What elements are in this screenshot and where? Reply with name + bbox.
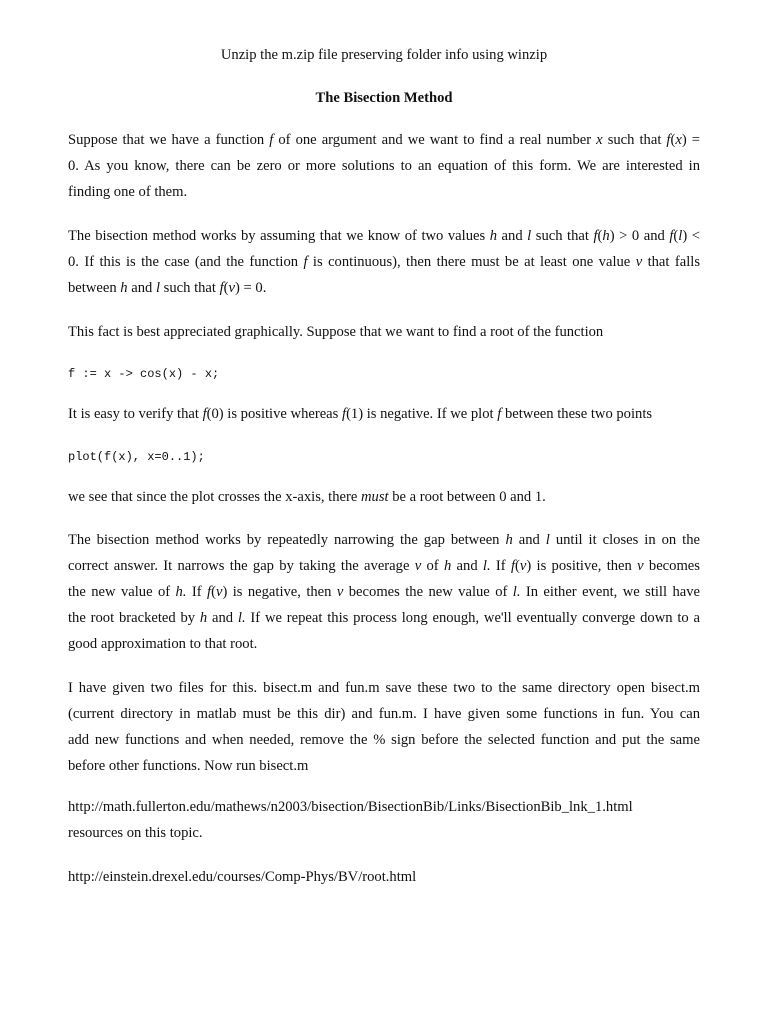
- code-plot-command: plot(f(x), x=0..1);: [68, 450, 205, 464]
- link-note: resources on this topic.: [68, 825, 203, 841]
- document-title: The Bisection Method: [315, 90, 453, 106]
- paragraph-line: good approximation to that root.: [68, 636, 258, 652]
- link-drexel[interactable]: http://einstein.drexel.edu/courses/Comp-Phys/BV/root.html: [68, 869, 417, 885]
- paragraph-line: the root bracketed by h and l. If we repeat this process long enough, we'll eventually converge down to a: [68, 610, 700, 626]
- paragraph-line: between h and l such that f(v) = 0.: [68, 280, 267, 296]
- paragraph-line: the new value of h. If f(v) is negative, then v becomes the new value of l. In either event, we still have: [68, 584, 700, 600]
- document-heading: Unzip the m.zip file preserving folder info using winzip: [220, 47, 548, 63]
- paragraph-verify: It is easy to verify that f(0) is positive whereas f(1) is negative. If we plot f between these two points: [68, 406, 653, 422]
- paragraph-line: The bisection method works by repeatedly narrowing the gap between h and l until it closes in on the: [68, 532, 700, 548]
- paragraph-bisection-assumption: [68, 223, 700, 301]
- code-function-definition: f := x -> cos(x) - x;: [68, 367, 220, 381]
- paragraph-graphical: This fact is best appreciated graphically. Suppose that we want to find a root of the function: [68, 324, 604, 340]
- paragraph-line: I have given two files for this. bisect.m and fun.m save these two to the same directory open bisect.m: [68, 680, 700, 696]
- link-fullerton[interactable]: http://math.fullerton.edu/mathews/n2003/bisection/BisectionBib/Links/BisectionBib_lnk_1.html: [68, 799, 633, 815]
- paragraph-instructions: [68, 675, 700, 779]
- paragraph-line: add new functions and when needed, remove the % sign before the selected function and put the same: [68, 732, 700, 748]
- paragraph-line: correct answer. It narrows the gap by taking the average v of h and l. If f(v) is positive, then v becomes: [68, 558, 700, 574]
- paragraph-intro: [68, 127, 700, 205]
- paragraph-line: The bisection method works by assuming that we know of two values h and l such that f(h) > 0 and f(l) <: [68, 228, 700, 244]
- paragraph-line: finding one of them.: [68, 184, 188, 200]
- paragraph-line: 0. As you know, there can be zero or more solutions to an equation of this form. We are interested in: [68, 158, 700, 174]
- paragraph-root-between: we see that since the plot crosses the x-axis, there must be a root between 0 and 1.: [68, 489, 546, 505]
- paragraph-line: before other functions. Now run bisect.m: [68, 758, 309, 774]
- paragraph-line: 0. If this is the case (and the function f is continuous), then there must be at least one value v that falls: [68, 254, 700, 270]
- paragraph-line: Suppose that we have a function f of one argument and we want to find a real number x such that f(x) =: [68, 132, 700, 148]
- paragraph-line: (current directory in matlab must be this dir) and fun.m. I have given some functions in fun. You can: [68, 706, 700, 722]
- paragraph-narrowing: [68, 527, 700, 657]
